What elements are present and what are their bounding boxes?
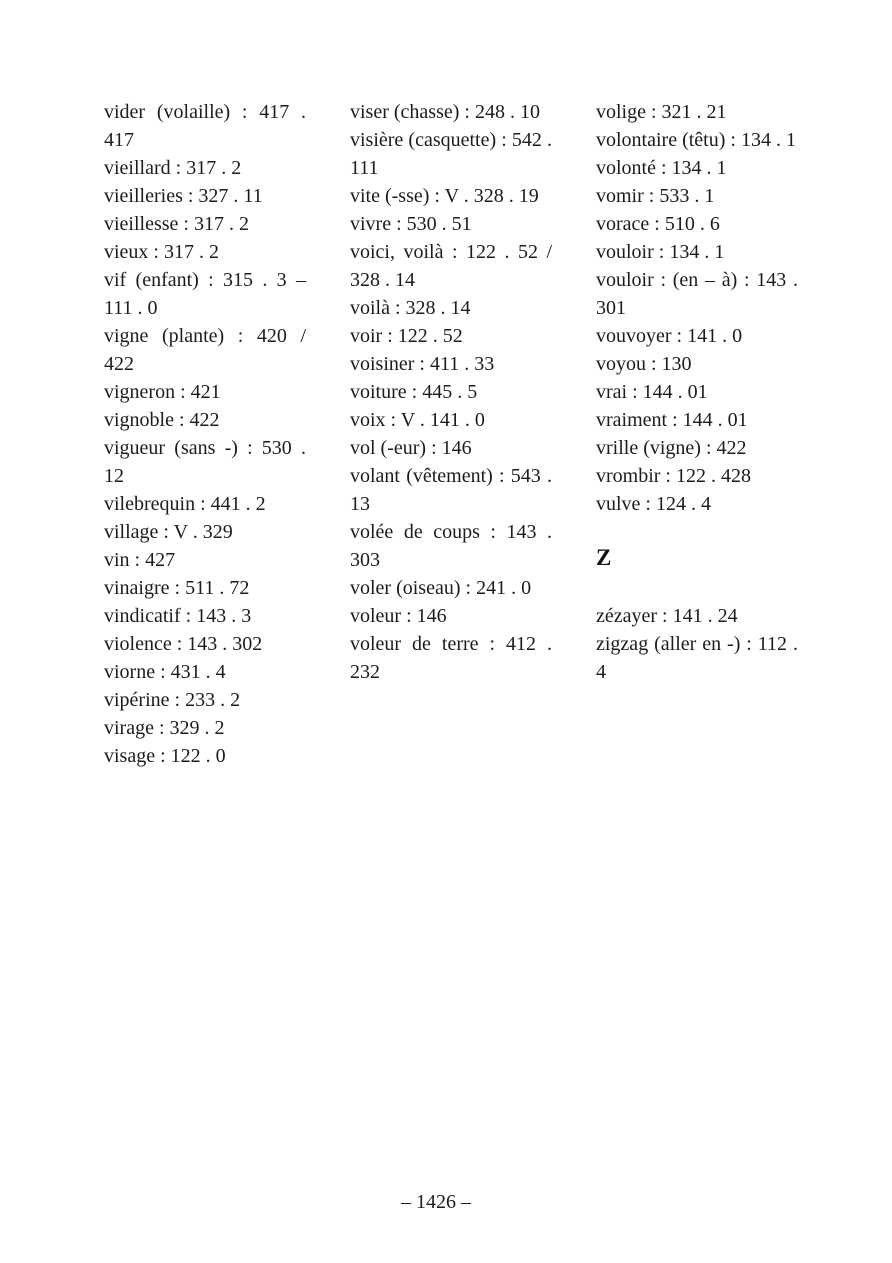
index-column-1 <box>104 98 306 770</box>
index-entry: volontaire (têtu) : 134 . 1 <box>596 129 796 151</box>
index-entry: voler (oiseau) : 241 . 0 <box>350 577 532 599</box>
index-entry: vrai : 144 . 01 <box>596 381 708 403</box>
index-entry: vouvoyer : 141 . 0 <box>596 325 743 347</box>
index-entry: vomir : 533 . 1 <box>596 185 715 207</box>
index-entry: voyou : 130 <box>596 353 692 375</box>
index-entry: vigueur (sans -) : 530 . 12 <box>104 437 306 487</box>
index-entry: vinaigre : 511 . 72 <box>104 577 250 599</box>
page-number: – 1426 – <box>401 1191 471 1213</box>
index-entry: vindicatif : 143 . 3 <box>104 605 252 627</box>
index-entry: virage : 329 . 2 <box>104 717 225 739</box>
index-entry: voir : 122 . 52 <box>350 325 463 347</box>
index-column-2 <box>350 98 552 770</box>
index-entry: vulve : 124 . 4 <box>596 493 711 515</box>
index-entry: vraiment : 144 . 01 <box>596 409 748 431</box>
index-entry: vouloir : (en – à) : 143 . 301 <box>596 269 798 319</box>
index-entry: vilebrequin : 441 . 2 <box>104 493 266 515</box>
index-entry: vieux : 317 . 2 <box>104 241 219 263</box>
index-entry: violence : 143 . 302 <box>104 633 263 655</box>
index-entry: vouloir : 134 . 1 <box>596 241 725 263</box>
index-entry: viorne : 431 . 4 <box>104 661 226 683</box>
index-entry: voisiner : 411 . 33 <box>350 353 495 375</box>
index-entry: vol (-eur) : 146 <box>350 437 472 459</box>
index-entry: vrille (vigne) : 422 <box>596 437 747 459</box>
index-entry: vider (volaille) : 417 . 417 <box>104 101 306 151</box>
index-entry: volant (vêtement) : 543 . 13 <box>350 465 552 515</box>
index-entry: viser (chasse) : 248 . 10 <box>350 101 540 123</box>
index-entry: village : V . 329 <box>104 521 233 543</box>
index-entry: vrombir : 122 . 428 <box>596 465 751 487</box>
section-header-z: Z <box>596 545 612 570</box>
index-entry: voleur : 146 <box>350 605 447 627</box>
index-entry: vieilleries : 327 . 11 <box>104 185 263 207</box>
index-entry: vif (enfant) : 315 . 3 – 111 . 0 <box>104 269 306 319</box>
index-entry: vigne (plante) : 420 / 422 <box>104 325 306 375</box>
index-entry: volige : 321 . 21 <box>596 101 727 123</box>
index-entry: volonté : 134 . 1 <box>596 157 727 179</box>
index-entry: zigzag (aller en -) : 112 . 4 <box>596 633 798 683</box>
index-columns <box>104 98 798 770</box>
index-entry: vieillard : 317 . 2 <box>104 157 242 179</box>
index-entry: vin : 427 <box>104 549 176 571</box>
index-entry: visage : 122 . 0 <box>104 745 226 767</box>
index-entry: visière (casquette) : 542 . 111 <box>350 129 552 179</box>
index-entry: zézayer : 141 . 24 <box>596 605 738 627</box>
index-entry: vipérine : 233 . 2 <box>104 689 241 711</box>
index-entry: vivre : 530 . 51 <box>350 213 472 235</box>
index-entry: voiture : 445 . 5 <box>350 381 478 403</box>
index-entry: vorace : 510 . 6 <box>596 213 720 235</box>
index-entry: vignoble : 422 <box>104 409 220 431</box>
index-entry: voici, voilà : 122 . 52 / 328 . 14 <box>350 241 552 291</box>
index-entry: voix : V . 141 . 0 <box>350 409 485 431</box>
index-entry: volée de coups : 143 . 303 <box>350 521 552 571</box>
index-entry: vite (-sse) : V . 328 . 19 <box>350 185 539 207</box>
index-entry: vieillesse : 317 . 2 <box>104 213 249 235</box>
index-entry: voleur de terre : 412 . 232 <box>350 633 552 683</box>
index-entry: voilà : 328 . 14 <box>350 297 471 319</box>
index-column-3 <box>596 98 798 770</box>
index-entry: vigneron : 421 <box>104 381 221 403</box>
